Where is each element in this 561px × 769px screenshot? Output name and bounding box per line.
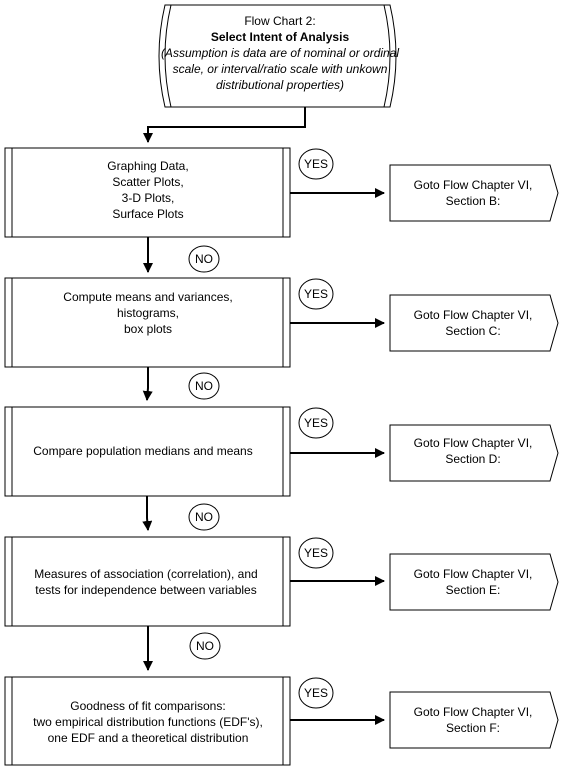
start-note-1: (Assumption is data are of nominal or ordinal (160, 46, 400, 60)
svg-text:NO: NO (195, 252, 213, 266)
svg-text:NO: NO (196, 639, 214, 653)
svg-text:Section B:: Section B: (445, 194, 501, 208)
step-label: Graphing Data, (107, 159, 189, 173)
start-node (159, 5, 399, 107)
svg-text:YES: YES (303, 686, 329, 700)
svg-text:Goto Flow Chapter VI,: Goto Flow Chapter VI, (413, 705, 533, 719)
step-label: box plots (123, 322, 173, 336)
svg-text:Goto Flow Chapter VI,: Goto Flow Chapter VI, (413, 436, 533, 450)
step-label: Compare population medians and means (33, 444, 253, 458)
step-label: Goodness of fit comparisons: (70, 699, 226, 713)
step-label: one EDF and a theoretical distribution (47, 731, 249, 745)
process-box-2 (5, 278, 290, 367)
svg-text:Section C:: Section C: (445, 324, 501, 338)
goto-box-5 (390, 692, 558, 748)
no-label-3 (189, 504, 219, 530)
svg-text:Section F:: Section F: (445, 721, 501, 735)
svg-text:NO: NO (195, 379, 213, 393)
no-label-4 (190, 633, 220, 659)
start-note-2: scale, or interval/ratio scale with unkown (172, 62, 388, 76)
goto-box-2 (390, 295, 558, 351)
svg-text:Section E:: Section E: (445, 583, 501, 597)
step-label: histograms, (116, 306, 180, 320)
step-label: Compute means and variances, (63, 290, 233, 304)
step-label: 3-D Plots, (121, 191, 175, 205)
svg-text:YES: YES (303, 157, 329, 171)
step-label: Scatter Plots, (112, 175, 184, 189)
svg-text:YES: YES (303, 287, 329, 301)
svg-text:Goto Flow Chapter VI,: Goto Flow Chapter VI, (413, 308, 533, 322)
process-box-3 (5, 407, 290, 496)
svg-text:Section D:: Section D: (445, 452, 501, 466)
yes-label-3 (299, 408, 333, 438)
no-label-2 (189, 373, 219, 399)
step-label: Surface Plots (112, 207, 184, 221)
goto-box-3 (390, 425, 558, 481)
process-box-5 (5, 677, 290, 765)
goto-box-1 (390, 165, 558, 221)
yes-label-2 (299, 279, 333, 309)
no-arrow (147, 367, 148, 400)
start-title: Flow Chart 2: (244, 14, 316, 28)
yes-label-5 (299, 678, 333, 708)
connector-arrow (148, 107, 305, 142)
no-arrow (147, 496, 148, 530)
step-label: Measures of association (correlation), and (34, 567, 258, 581)
step-label: two empirical distribution functions (EDF's), (33, 715, 263, 729)
process-box-1 (5, 148, 290, 237)
svg-text:YES: YES (303, 546, 329, 560)
no-label-1 (189, 246, 219, 272)
svg-text:Goto Flow Chapter VI,: Goto Flow Chapter VI, (413, 178, 533, 192)
yes-label-4 (299, 538, 333, 568)
start-heading: Select Intent of Analysis (210, 30, 350, 44)
yes-label-1 (299, 149, 333, 179)
svg-text:NO: NO (195, 510, 213, 524)
svg-text:YES: YES (303, 416, 329, 430)
start-note-3: distributional properties) (215, 78, 345, 92)
step-label: tests for independence between variables (35, 583, 257, 597)
process-box-4 (5, 537, 290, 626)
svg-text:Goto Flow Chapter VI,: Goto Flow Chapter VI, (413, 567, 533, 581)
goto-box-4 (390, 554, 558, 610)
